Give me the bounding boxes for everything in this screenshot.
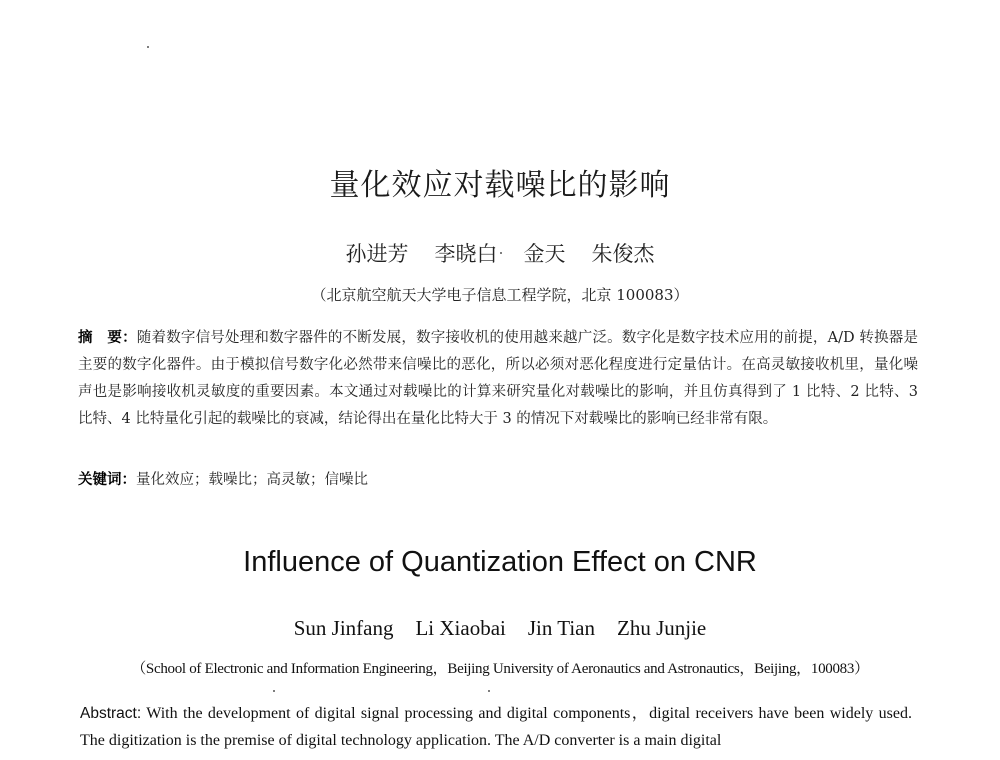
- english-affiliation: （School of Electronic and Information Engineering，Beijing University of Aeronautics and Astronautics，Beijing，100083）: [131, 661, 869, 677]
- scan-speck: [273, 690, 275, 692]
- english-title: Influence of Quantization Effect on CNR: [243, 546, 757, 578]
- author-cn: 孙进芳: [345, 242, 409, 266]
- english-abstract-label: Abstract:: [80, 705, 142, 722]
- author-en: Sun Jinfang: [293, 616, 394, 640]
- author-cn: 金天: [523, 242, 566, 266]
- author-en: Zhu Junjie: [617, 616, 707, 640]
- author-cn: 李晓白: [434, 242, 498, 266]
- chinese-keywords-label: 关键词：: [78, 471, 136, 488]
- chinese-keywords: [78, 466, 918, 494]
- author-cn: 朱俊杰: [591, 242, 655, 266]
- chinese-authors: [0, 238, 1000, 268]
- chinese-affiliation: （北京航空航天大学电子信息工程学院，北京 100083）: [311, 286, 689, 304]
- english-authors: [0, 616, 1000, 641]
- english-abstract-text: With the development of digital signal processing and digital components，digital receivers have been widely used. The digitization is the premise of digital technology application. The A/D converter is a main digital: [80, 705, 912, 749]
- english-abstract: [80, 700, 912, 754]
- chinese-abstract-label: 摘 要：: [78, 329, 137, 346]
- scan-speck: [147, 46, 149, 48]
- scan-speck: [488, 690, 490, 692]
- chinese-title: 量化效应对载噪比的影响: [329, 168, 671, 203]
- author-en: Jin Tian: [527, 616, 595, 640]
- author-en: Li Xiaobai: [415, 616, 506, 640]
- chinese-keywords-text: 量化效应；载噪比；高灵敏；信噪比: [136, 472, 368, 488]
- chinese-abstract-text: 随着数字信号处理和数字器件的不断发展，数字接收机的使用越来越广泛。数字化是数字技术应用的前提，A/D 转换器是主要的数字化器件。由于模拟信号数字化必然带来信噪比的恶化，所以必须对恶化程度进行定量估计。在高灵敏接收机里，量化噪声也是影响接收机灵敏度的重要因素。本文通过对载噪比的计算来研究量化对载噪比的影响，并且仿真得到了 1 比特、2 比特、3 比特、4 比特量化引起的载噪比的衰减，结论得出在量化比特大于 3 的情况下对载噪比的影响已经非常有限。: [78, 330, 918, 427]
- chinese-abstract: [78, 324, 918, 433]
